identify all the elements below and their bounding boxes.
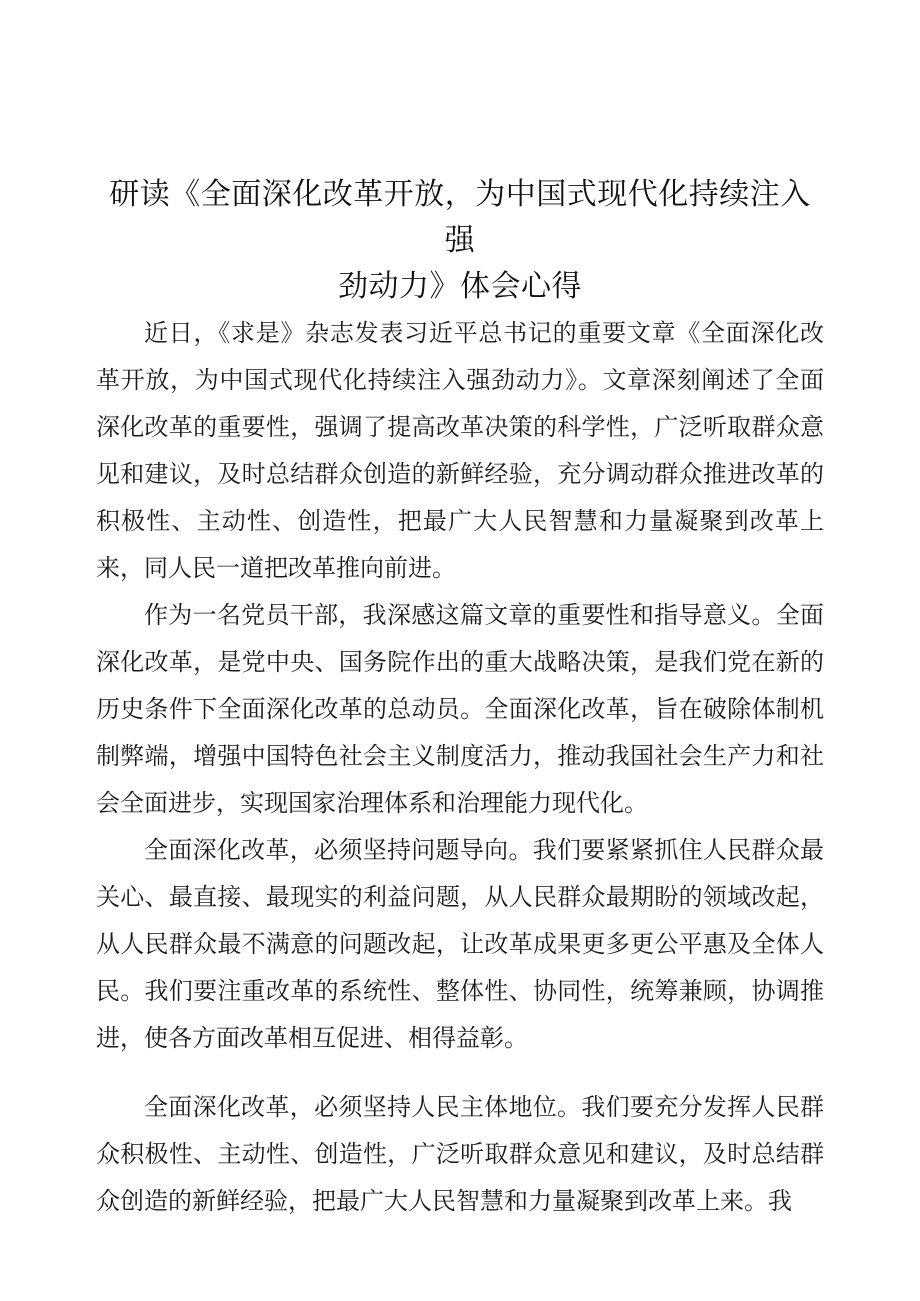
body-paragraph-2: 作为一名党员干部，我深感这篇文章的重要性和指导意义。全面深化改革，是党中央、国务院作出的重大战略决策，是我们党在新的历史条件下全面深化改革的总动员。全面深化改革，旨在破除体制机制弊端，增强中国特色社会主义制度活力，推动我国社会生产力和社会全面进步，实现国家治理体系和治理能力现代化。 — [96, 601, 824, 817]
document-title-line-2: 劲动力》体会心得 — [338, 269, 582, 304]
document-title — [96, 172, 824, 310]
document-title-line-1: 研读《全面深化改革开放，为中国式现代化持续注入强 — [109, 177, 811, 258]
body-paragraph-4: 全面深化改革，必须坚持人民主体地位。我们要充分发挥人民群众积极性、主动性、创造性，广泛听取群众意见和建议，及时总结群众创造的新鲜经验，把最广大人民智慧和力量凝聚到改革上来。我 — [96, 1093, 824, 1215]
body-paragraph-1: 近日，《求是》杂志发表习近平总书记的重要文章《全面深化改革开放，为中国式现代化持续注入强劲动力》。文章深刻阐述了全面深化改革的重要性，强调了提高改革决策的科学性，广泛听取群众意见和建议，及时总结群众创造的新鲜经验，充分调动群众推进改革的积极性、主动性、创造性，把最广大人民智慧和力量凝聚到改革上来，同人民一道把改革推向前进。 — [96, 319, 824, 582]
body-paragraph-3: 全面深化改革，必须坚持问题导向。我们要紧紧抓住人民群众最关心、最直接、最现实的利益问题，从人民群众最期盼的领域改起，从人民群众最不满意的问题改起，让改革成果更多更公平惠及全体人民。我们要注重改革的系统性、整体性、协同性，统筹兼顾，协调推进，使各方面改革相互促进、相得益彰。 — [96, 836, 824, 1052]
document-body — [96, 310, 824, 1225]
